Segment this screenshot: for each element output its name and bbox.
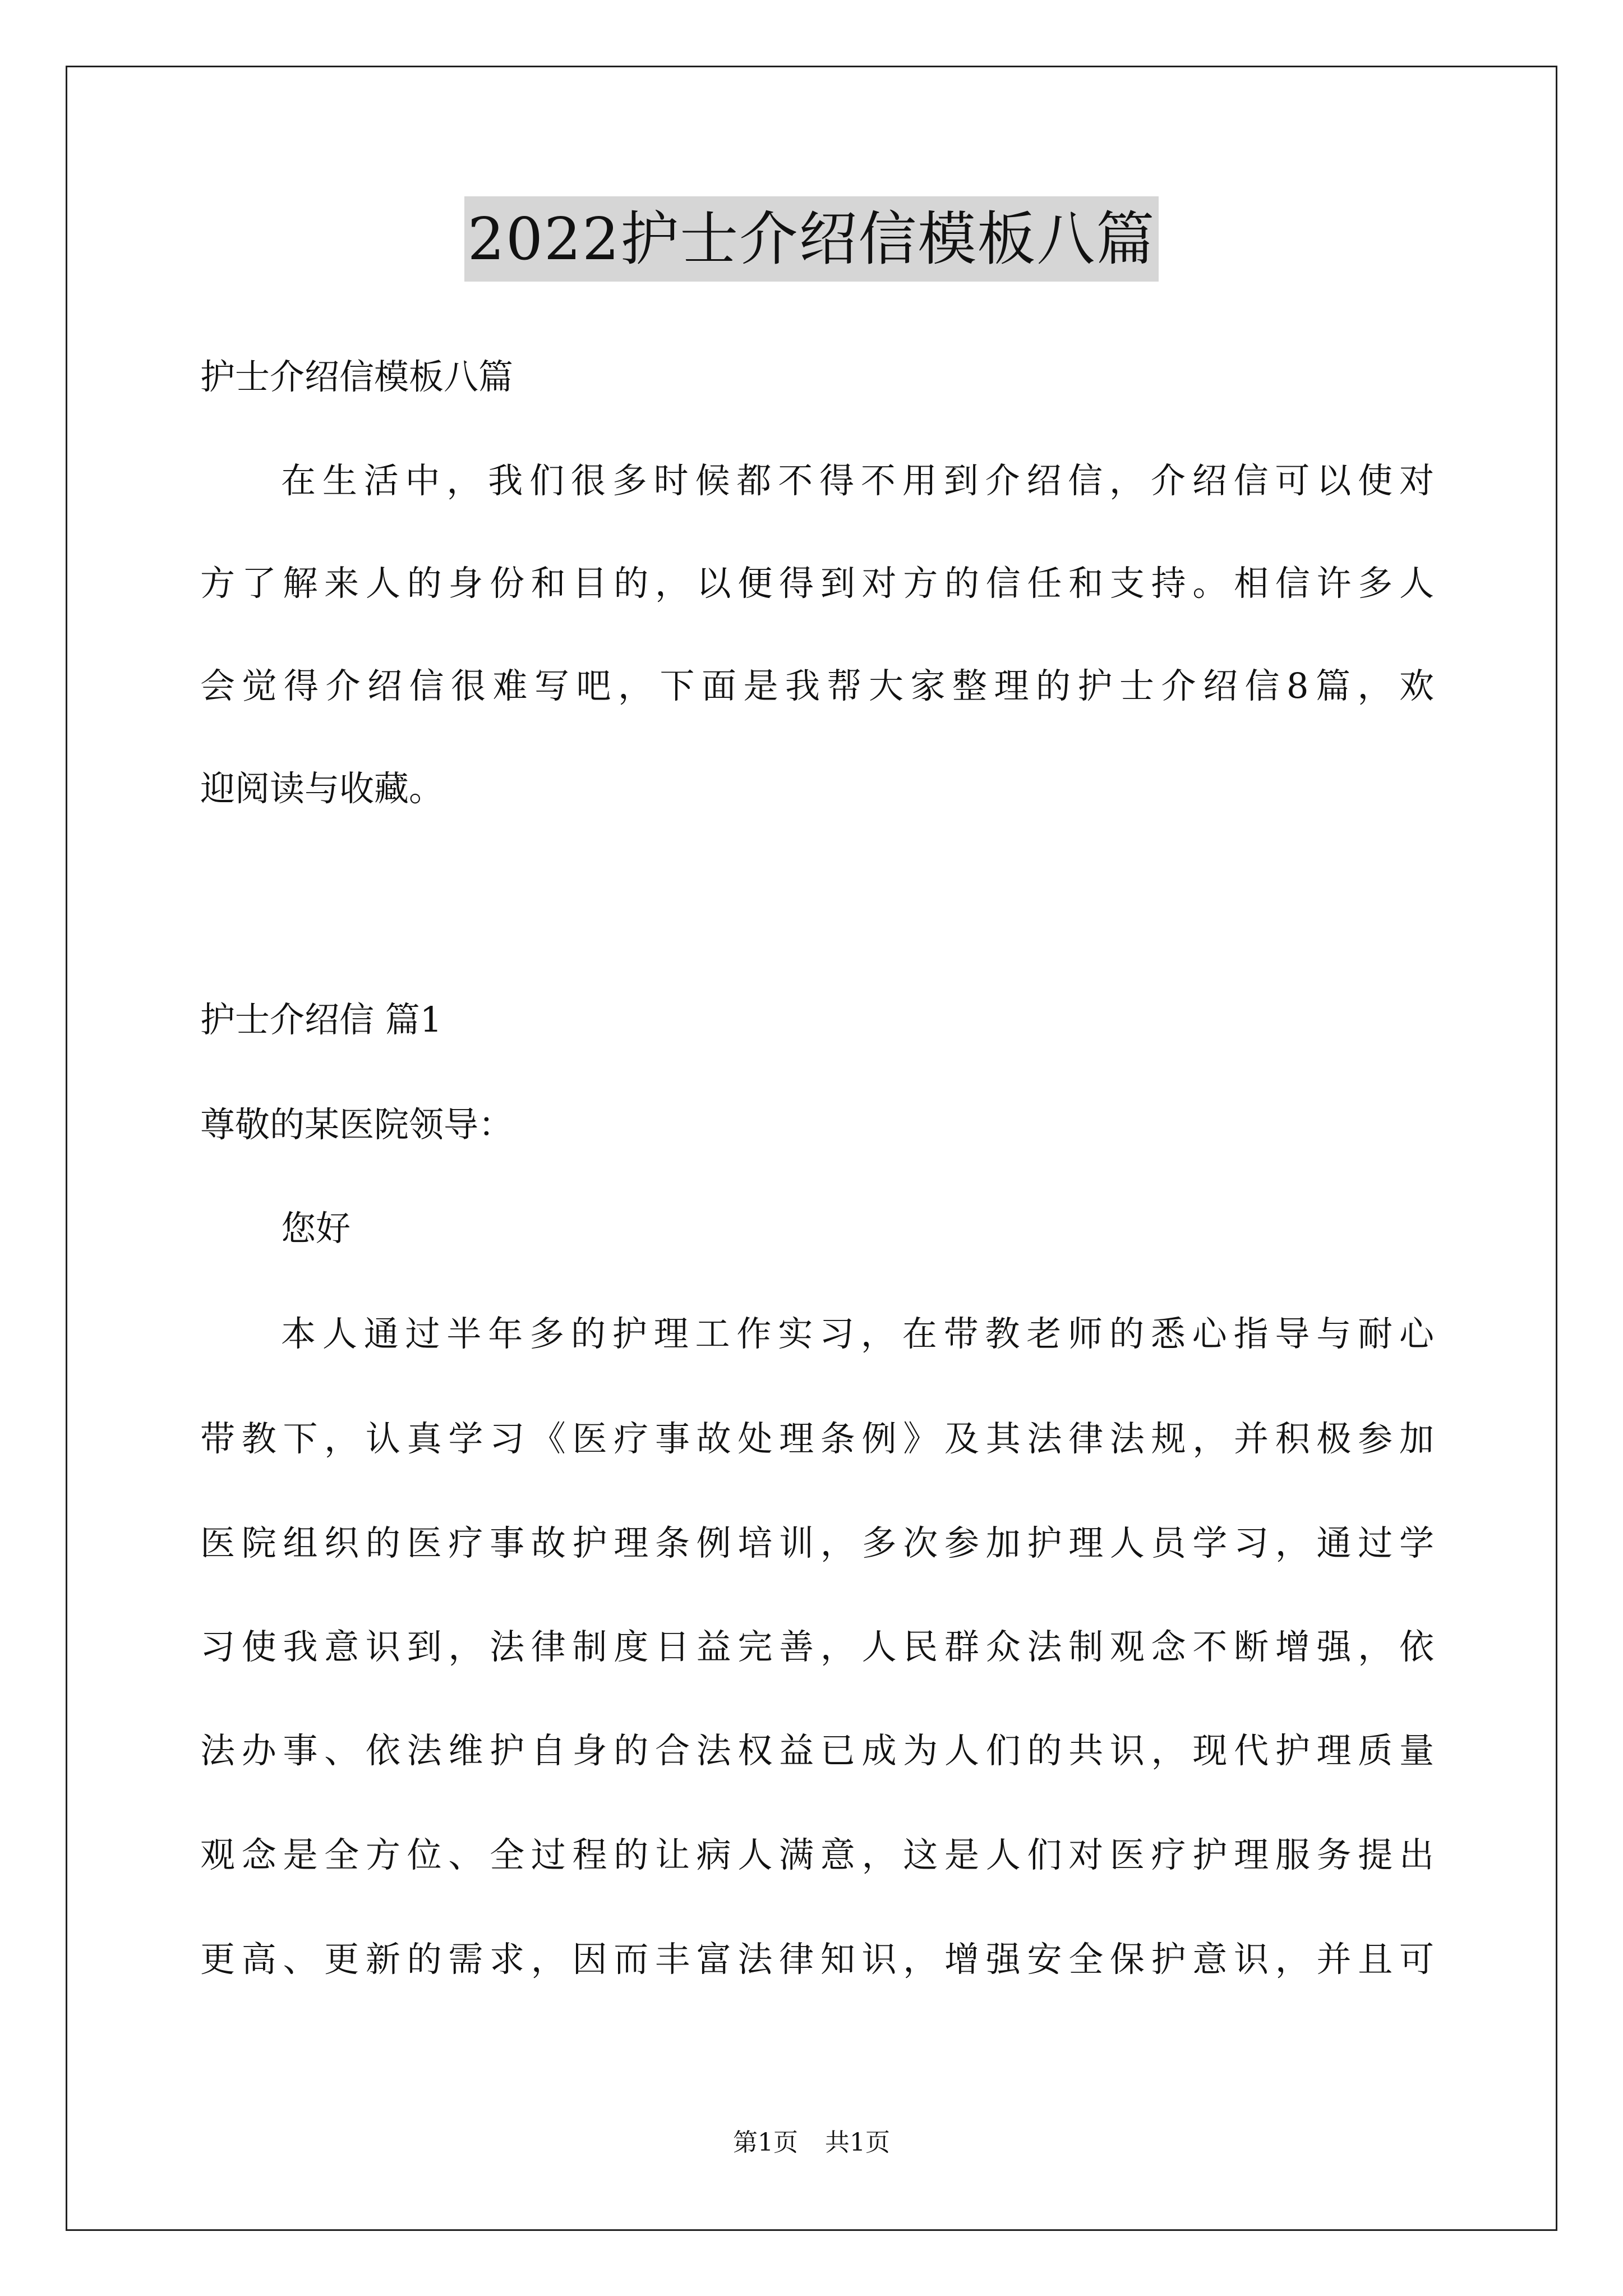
- body-line: 更高、更新的需求，因而丰富法律知识，增强安全保护意识，并且可: [200, 1939, 1434, 1980]
- intro-line: 会觉得介绍信很难写吧，下面是我帮大家整理的护士介绍信8篇，欢: [200, 665, 1434, 706]
- body-line: 本人通过半年多的护理工作实习，在带教老师的悉心指导与耐心: [281, 1313, 1434, 1354]
- intro-line: 方了解来人的身份和目的，以便得到对方的信任和支持。相信许多人: [200, 563, 1434, 604]
- salutation: 尊敬的某医院领导：: [200, 1104, 514, 1145]
- intro-line: 迎阅读与收藏。: [200, 768, 444, 809]
- subtitle: 护士介绍信模板八篇: [200, 356, 514, 397]
- page-footer: [0, 2126, 1623, 2160]
- section-heading: 护士介绍信 篇1: [200, 999, 442, 1040]
- body-line: 带教下，认真学习《医疗事故处理条例》及其法律法规，并积极参加: [200, 1418, 1434, 1459]
- title-container: [0, 196, 1623, 282]
- body-line: 观念是全方位、全过程的让病人满意，这是人们对医疗护理服务提出: [200, 1834, 1434, 1875]
- greeting: 您好: [281, 1208, 351, 1249]
- body-line: 法办事、依法维护自身的合法权益已成为人们的共识，现代护理质量: [200, 1730, 1434, 1771]
- intro-line: 在生活中，我们很多时候都不得不用到介绍信，介绍信可以使对: [281, 460, 1434, 501]
- page-number: 第1页: [733, 2128, 798, 2157]
- document-title: 2022护士介绍信模板八篇: [464, 196, 1159, 282]
- body-line: 医院组织的医疗事故护理条例培训，多次参加护理人员学习，通过学: [200, 1522, 1434, 1563]
- body-line: 习使我意识到，法律制度日益完善，人民群众法制观念不断增强，依: [200, 1626, 1434, 1667]
- page-total: 共1页: [825, 2128, 890, 2157]
